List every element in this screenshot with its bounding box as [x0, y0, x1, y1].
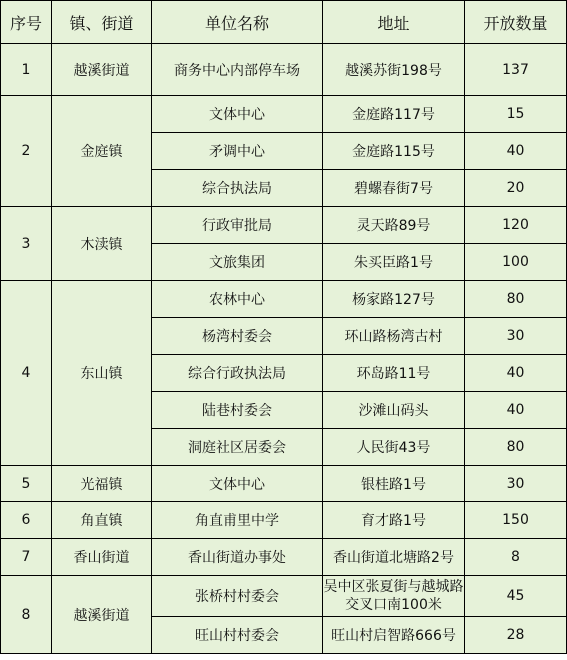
- cell-index: 8: [1, 576, 52, 654]
- cell-open-count: 15: [465, 96, 567, 133]
- cell-index: 6: [1, 502, 52, 539]
- table-row: [1, 466, 567, 502]
- cell-unit-name: 旺山村村委会: [152, 617, 323, 654]
- cell-address: 吴中区张夏街与越城路交叉口南100米: [323, 576, 465, 617]
- cell-open-count: 40: [465, 392, 567, 429]
- cell-unit-name: 香山街道办事处: [152, 539, 323, 576]
- cell-open-count: 150: [465, 502, 567, 539]
- table-row: [1, 207, 567, 244]
- cell-address: 环岛路11号: [323, 355, 465, 392]
- cell-town: 越溪街道: [52, 576, 152, 654]
- cell-index: 5: [1, 466, 52, 502]
- cell-unit-name: 洞庭社区居委会: [152, 429, 323, 466]
- cell-index: 7: [1, 539, 52, 576]
- cell-address: 人民街43号: [323, 429, 465, 466]
- cell-open-count: 45: [465, 576, 567, 617]
- cell-address: 银桂路1号: [323, 466, 465, 502]
- cell-open-count: 30: [465, 318, 567, 355]
- cell-address: 朱买臣路1号: [323, 244, 465, 281]
- cell-address: 育才路1号: [323, 502, 465, 539]
- cell-index: 1: [1, 44, 52, 96]
- header-index: 序号: [1, 1, 52, 44]
- cell-unit-name: 农林中心: [152, 281, 323, 318]
- cell-address: 杨家路127号: [323, 281, 465, 318]
- cell-town: 角直镇: [52, 502, 152, 539]
- cell-address: 碧螺春街7号: [323, 170, 465, 207]
- table-row: [1, 576, 567, 617]
- cell-address: 灵天路89号: [323, 207, 465, 244]
- cell-unit-name: 杨湾村委会: [152, 318, 323, 355]
- header-town: 镇、街道: [52, 1, 152, 44]
- cell-open-count: 28: [465, 617, 567, 654]
- cell-town: 木渎镇: [52, 207, 152, 281]
- cell-town: 东山镇: [52, 281, 152, 466]
- cell-town: 光福镇: [52, 466, 152, 502]
- cell-address: 旺山村启智路666号: [323, 617, 465, 654]
- cell-open-count: 40: [465, 133, 567, 170]
- cell-unit-name: 文旅集团: [152, 244, 323, 281]
- header-row: [1, 1, 567, 44]
- cell-unit-name: 矛调中心: [152, 133, 323, 170]
- cell-unit-name: 综合行政执法局: [152, 355, 323, 392]
- cell-town: 香山街道: [52, 539, 152, 576]
- cell-unit-name: 文体中心: [152, 466, 323, 502]
- table-body: [1, 44, 567, 654]
- header-address: 地址: [323, 1, 465, 44]
- cell-address: 越溪苏街198号: [323, 44, 465, 96]
- table-row: [1, 44, 567, 96]
- table-row: [1, 502, 567, 539]
- cell-unit-name: 陆巷村委会: [152, 392, 323, 429]
- header-unit-name: 单位名称: [152, 1, 323, 44]
- cell-town: 越溪街道: [52, 44, 152, 96]
- cell-unit-name: 文体中心: [152, 96, 323, 133]
- cell-unit-name: 张桥村村委会: [152, 576, 323, 617]
- cell-address: 沙滩山码头: [323, 392, 465, 429]
- cell-open-count: 40: [465, 355, 567, 392]
- cell-open-count: 80: [465, 429, 567, 466]
- cell-unit-name: 商务中心内部停车场: [152, 44, 323, 96]
- cell-unit-name: 综合执法局: [152, 170, 323, 207]
- cell-index: 3: [1, 207, 52, 281]
- cell-open-count: 100: [465, 244, 567, 281]
- cell-address: 金庭路117号: [323, 96, 465, 133]
- cell-index: 4: [1, 281, 52, 466]
- cell-unit-name: 行政审批局: [152, 207, 323, 244]
- cell-open-count: 8: [465, 539, 567, 576]
- cell-open-count: 20: [465, 170, 567, 207]
- cell-index: 2: [1, 96, 52, 207]
- cell-address: 金庭路115号: [323, 133, 465, 170]
- cell-open-count: 137: [465, 44, 567, 96]
- header-open-count: 开放数量: [465, 1, 567, 44]
- cell-open-count: 120: [465, 207, 567, 244]
- cell-town: 金庭镇: [52, 96, 152, 207]
- cell-open-count: 30: [465, 466, 567, 502]
- cell-open-count: 80: [465, 281, 567, 318]
- table-row: [1, 539, 567, 576]
- cell-address: 香山街道北塘路2号: [323, 539, 465, 576]
- cell-address: 环山路杨湾古村: [323, 318, 465, 355]
- cell-unit-name: 角直甫里中学: [152, 502, 323, 539]
- table-row: [1, 281, 567, 318]
- table-row: [1, 96, 567, 133]
